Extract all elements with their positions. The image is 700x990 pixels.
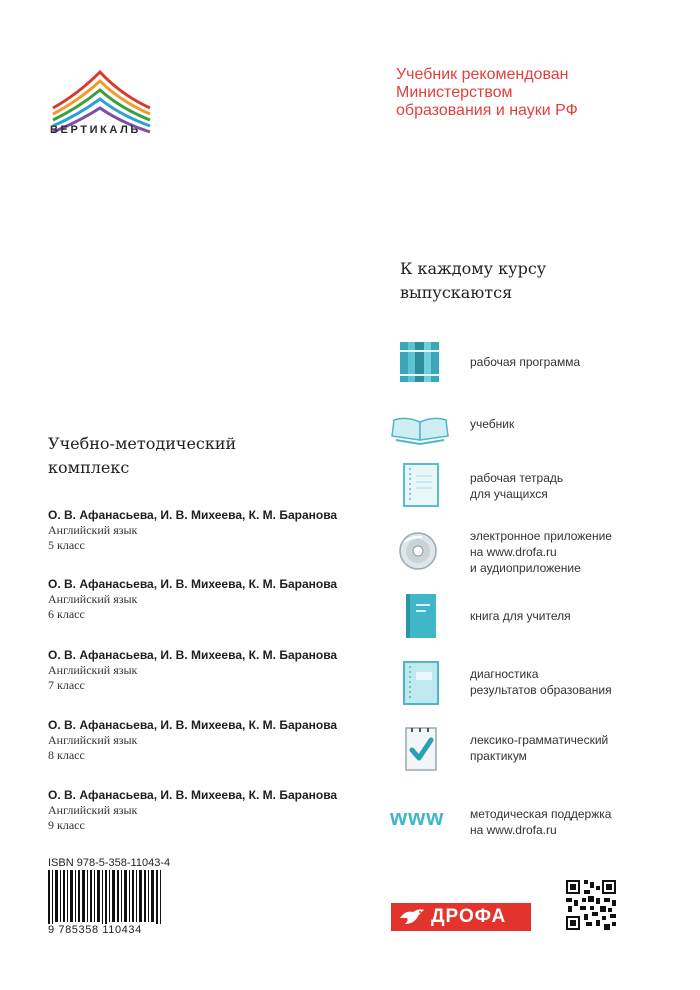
book-authors: О. В. Афанасьева, И. В. Михеева, К. М. Баранова	[48, 577, 338, 591]
umk-title-line: комплекс	[48, 458, 130, 477]
book-entry	[48, 508, 388, 553]
diagnostics-notebook-icon	[390, 660, 452, 706]
book-grade: 8 класс	[48, 748, 85, 762]
isbn-text: ISBN 978-5-358-11043-4	[48, 857, 171, 869]
recommendation-line: Министерством	[396, 84, 513, 101]
book-subject: Английский язык	[48, 733, 138, 747]
book-authors: О. В. Афанасьева, И. В. Михеева, К. М. Баранова	[48, 508, 338, 522]
barcode-icon	[46, 870, 164, 928]
recommendation-line: образования и науки РФ	[396, 102, 578, 119]
material-label: на www.drofa.ru	[470, 823, 557, 837]
book-grade: 7 класс	[48, 678, 85, 692]
qr-code-icon[interactable]	[566, 880, 616, 930]
publisher-name: ДРОФА	[431, 906, 507, 927]
material-label: рабочая тетрадь	[470, 471, 564, 485]
material-label: практикум	[470, 749, 527, 763]
book-authors: О. В. Афанасьева, И. В. Михеева, К. М. Баранова	[48, 718, 338, 732]
recommendation-text	[396, 66, 656, 120]
checkmark-notebook-icon	[390, 726, 452, 772]
material-label: лексико-грамматический	[470, 733, 609, 747]
material-label: электронное приложение	[470, 529, 612, 543]
books-icon	[390, 340, 452, 386]
teacher-book-icon	[390, 594, 452, 640]
material-label: результатов образования	[470, 683, 612, 697]
www-icon: www	[390, 805, 445, 830]
book-entry	[48, 788, 388, 833]
umk-title	[48, 432, 308, 480]
book-grade: 9 класс	[48, 818, 85, 832]
book-subject: Английский язык	[48, 592, 138, 606]
open-book-icon	[390, 402, 452, 448]
book-entry	[48, 718, 388, 763]
courses-heading-line: К каждому курсу	[400, 259, 547, 278]
book-authors: О. В. Афанасьева, И. В. Михеева, К. М. Баранова	[48, 648, 338, 662]
barcode-digits: 9 785358 110434	[48, 924, 168, 936]
material-label: на www.drofa.ru	[470, 545, 557, 559]
book-entry	[48, 648, 388, 693]
material-label: книга для учителя	[470, 609, 571, 623]
book-grade: 6 класс	[48, 607, 85, 621]
umk-title-line: Учебно-методический	[48, 434, 237, 453]
material-label: учебник	[470, 417, 515, 431]
cd-icon	[390, 528, 452, 574]
book-subject: Английский язык	[48, 523, 138, 537]
book-subject: Английский язык	[48, 803, 138, 817]
material-label: и аудиоприложение	[470, 561, 581, 575]
material-label: рабочая программа	[470, 355, 581, 369]
courses-heading	[400, 257, 600, 305]
courses-heading-line: выпускаются	[400, 283, 513, 302]
book-grade: 5 класс	[48, 538, 85, 552]
recommendation-line: Учебник рекомендован	[396, 66, 569, 83]
publisher-logo	[391, 903, 531, 931]
logo-text: ВЕРТИКАЛЬ	[50, 124, 141, 136]
bird-icon	[397, 906, 427, 928]
book-entry	[48, 577, 388, 622]
book-subject: Английский язык	[48, 663, 138, 677]
material-label: диагностика	[470, 667, 539, 681]
book-authors: О. В. Афанасьева, И. В. Михеева, К. М. Баранова	[48, 788, 338, 802]
material-label: методическая поддержка	[470, 807, 612, 821]
workbook-icon	[390, 462, 452, 508]
material-label: для учащихся	[470, 487, 548, 501]
